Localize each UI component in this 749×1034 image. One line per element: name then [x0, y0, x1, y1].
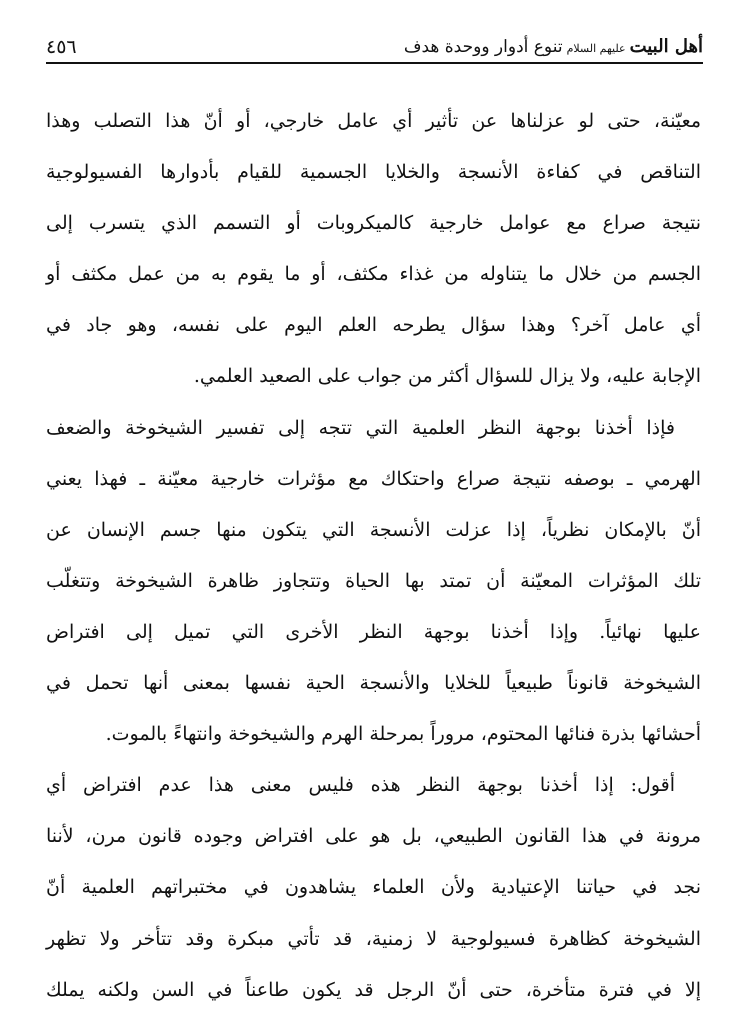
text-line: أقول: إذا أخذنا بوجهة النظر هذه فليس معنى هذا عدم افتراض أي	[46, 774, 675, 797]
running-title	[404, 36, 703, 62]
text-line: أحشائها بذرة فنائها المحتوم، مروراً بمرحلة الهرم والشيخوخة وانتهاءً بالموت.	[105, 723, 701, 746]
text-line: عليها نهائياً. وإذا أخذنا بوجهة النظر الأخرى التي تميل إلى افتراض	[46, 620, 701, 643]
text-line: أنّ بالإمكان نظرياً، إذا عزلت الأنسجة التي يتكون منها جسم الإنسان عن	[46, 518, 701, 541]
text-line: فإذا أخذنا بوجهة النظر العلمية التي تتجه إلى تفسير الشيخوخة والضعف	[46, 416, 675, 439]
text-line: معيّنة، حتى لو عزلناها عن تأثير أي عامل خارجي، أو أنّ هذا التصلب وهذا	[46, 110, 701, 132]
running-title-rest: تنوع أدوار ووحدة هدف	[403, 37, 563, 57]
text-line: الشيخوخة كظاهرة فسيولوجية لا زمنية، قد تأتي مبكرة وقد تتأخر ولا تظهر	[46, 927, 701, 950]
text-line: الإجابة عليه، ولا يزال للسؤال أكثر من جواب على الصعيد العلمي.	[193, 365, 701, 388]
page-number: ٤٥٦	[46, 36, 77, 58]
text-line: إلا في فترة متأخرة، حتى أنّ الرجل قد يكون طاعناً في السن ولكنه يملك	[46, 978, 701, 1001]
honorific-mark: عليهم السلام	[566, 42, 626, 55]
running-title-main: أهل البيت	[629, 36, 703, 57]
body-text	[46, 96, 701, 1016]
text-line: التناقص في كفاءة الأنسجة والخلايا الجسمية للقيام بأدوارها الفسيولوجية	[46, 161, 701, 184]
text-line: الجسم من خلال ما يتناوله من غذاء مكثف، أو ما يقوم به من عمل مكثف أو	[46, 263, 701, 286]
text-line: أي عامل آخر؟ وهذا سؤال يطرحه العلم اليوم على نفسه، وهو جاد في	[46, 314, 701, 337]
text-line: الشيخوخة قانوناً طبيعياً للخلايا والأنسجة الحية نفسها بمعنى أنها تحمل في	[46, 672, 701, 695]
text-line: تلك المؤثرات المعيّنة أن تمتد بها الحياة وتتجاوز ظاهرة الشيخوخة وتتغلّب	[46, 569, 701, 592]
text-line: مرونة في هذا القانون الطبيعي، بل هو على افتراض وجوده قانون مرن، لأننا	[46, 825, 701, 848]
text-line: نجد في حياتنا الإعتيادية ولأن العلماء يشاهدون في مختبراتهم العلمية أنّ	[46, 876, 701, 899]
text-line: نتيجة صراع مع عوامل خارجية كالميكروبات أو التسمم الذي يتسرب إلى	[46, 212, 701, 235]
text-line: الهرمي ـ بوصفه نتيجة صراع واحتكاك مع مؤثرات خارجية معيّنة ـ فهذا يعني	[46, 467, 701, 490]
running-header	[46, 26, 703, 64]
